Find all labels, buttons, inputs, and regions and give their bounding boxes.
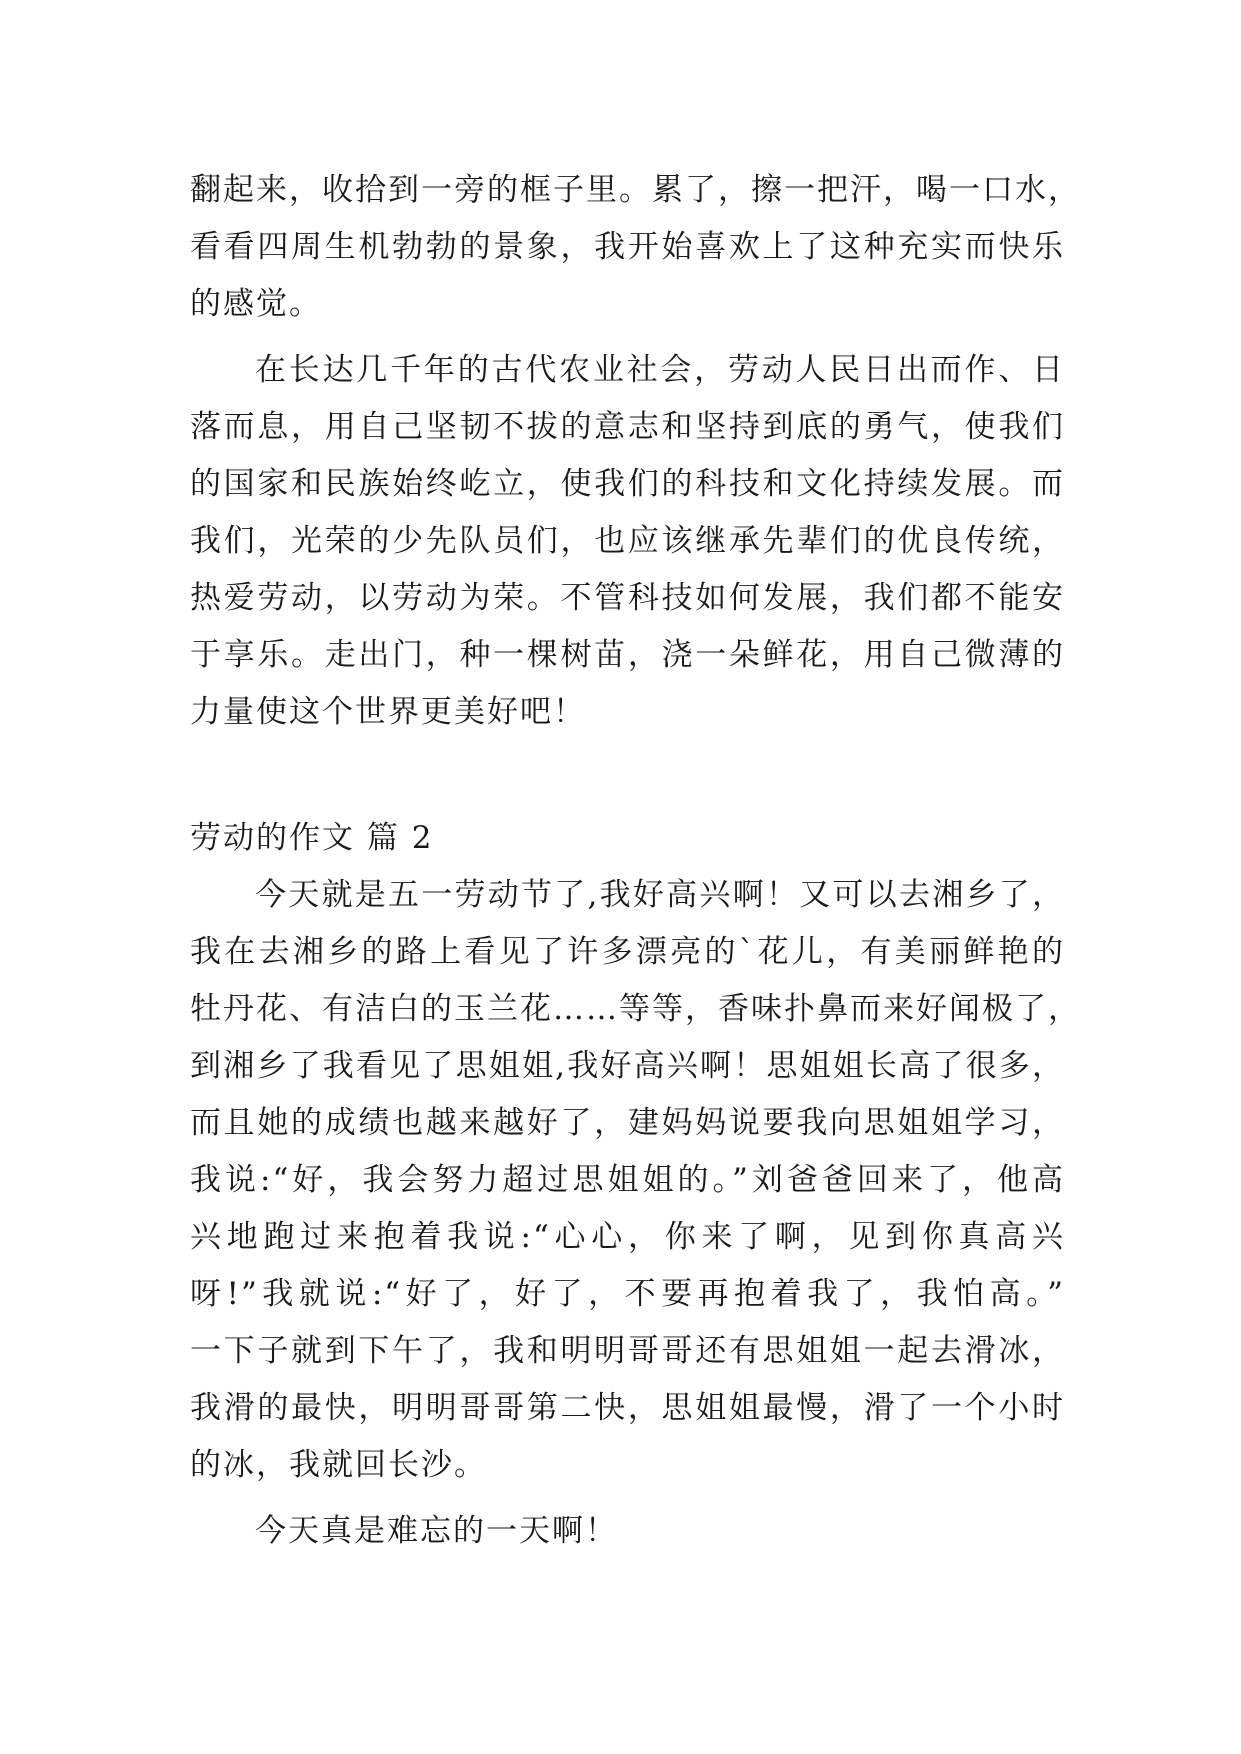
text-line: 今天就是五一劳动节了,我好高兴啊！又可以去湘乡了， [255,877,1065,913]
section-spacing [190,741,1065,810]
text-line: 到湘乡了我看见了思姐姐,我好高兴啊！思姐姐长高了很多， [190,1048,1065,1084]
text-line: 于享乐。走出门，种一棵树苗，浇一朵鲜花，用自己微薄的 [190,637,1065,673]
text-line: 的国家和民族始终屹立，使我们的科技和文化持续发展。而 [190,466,1065,502]
text-line: 看看四周生机勃勃的景象，我开始喜欢上了这种充实而快乐 [190,229,1065,265]
paragraph [190,162,1081,333]
text-line: 今天真是难忘的一天啊！ [255,1513,618,1549]
text-line: 我在去湘乡的路上看见了许多漂亮的`花儿，有美丽鲜艳的 [190,934,1065,970]
paragraph [190,1503,1065,1560]
paragraph-spacing [190,333,1065,342]
document-body [190,162,1081,1560]
text-line: 我滑的最快，明明哥哥第二快，思姐姐最慢，滑了一个小时 [190,1390,1065,1426]
text-line: 呀!”我就说:“好了，好了，不要再抱着我了，我怕高。” [190,1276,1065,1312]
section-heading: 劳动的作文 篇 2 [190,820,434,856]
text-line: 我说:“好，我会努力超过思姐姐的。”刘爸爸回来了，他高 [190,1162,1065,1198]
text-line: 翻起来，收拾到一旁的框子里。累了，擦一把汗，喝一口水， [190,172,1081,208]
paragraph [190,342,1065,741]
text-line: 热爱劳动，以劳动为荣。不管科技如何发展，我们都不能安 [190,580,1065,616]
text-line: 的感觉。 [190,286,322,322]
text-line: 在长达几千年的古代农业社会，劳动人民日出而作、日 [255,352,1065,388]
text-line: 一下子就到下午了，我和明明哥哥还有思姐姐一起去滑冰， [190,1333,1065,1369]
text-line: 牡丹花、有洁白的玉兰花……等等，香味扑鼻而来好闻极了， [190,991,1081,1027]
paragraph [190,867,1081,1494]
text-line: 的冰，我就回长沙。 [190,1447,487,1483]
text-line: 而且她的成绩也越来越好了，建妈妈说要我向思姐姐学习， [190,1105,1065,1141]
text-line: 我们，光荣的少先队员们，也应该继承先辈们的优良传统， [190,523,1065,559]
paragraph-spacing [190,1494,1065,1503]
text-line: 兴地跑过来抱着我说:“心心，你来了啊，见到你真高兴 [190,1219,1065,1255]
text-line: 落而息，用自己坚韧不拔的意志和坚持到底的勇气，使我们 [190,409,1065,445]
text-line: 力量使这个世界更美好吧！ [190,694,586,730]
